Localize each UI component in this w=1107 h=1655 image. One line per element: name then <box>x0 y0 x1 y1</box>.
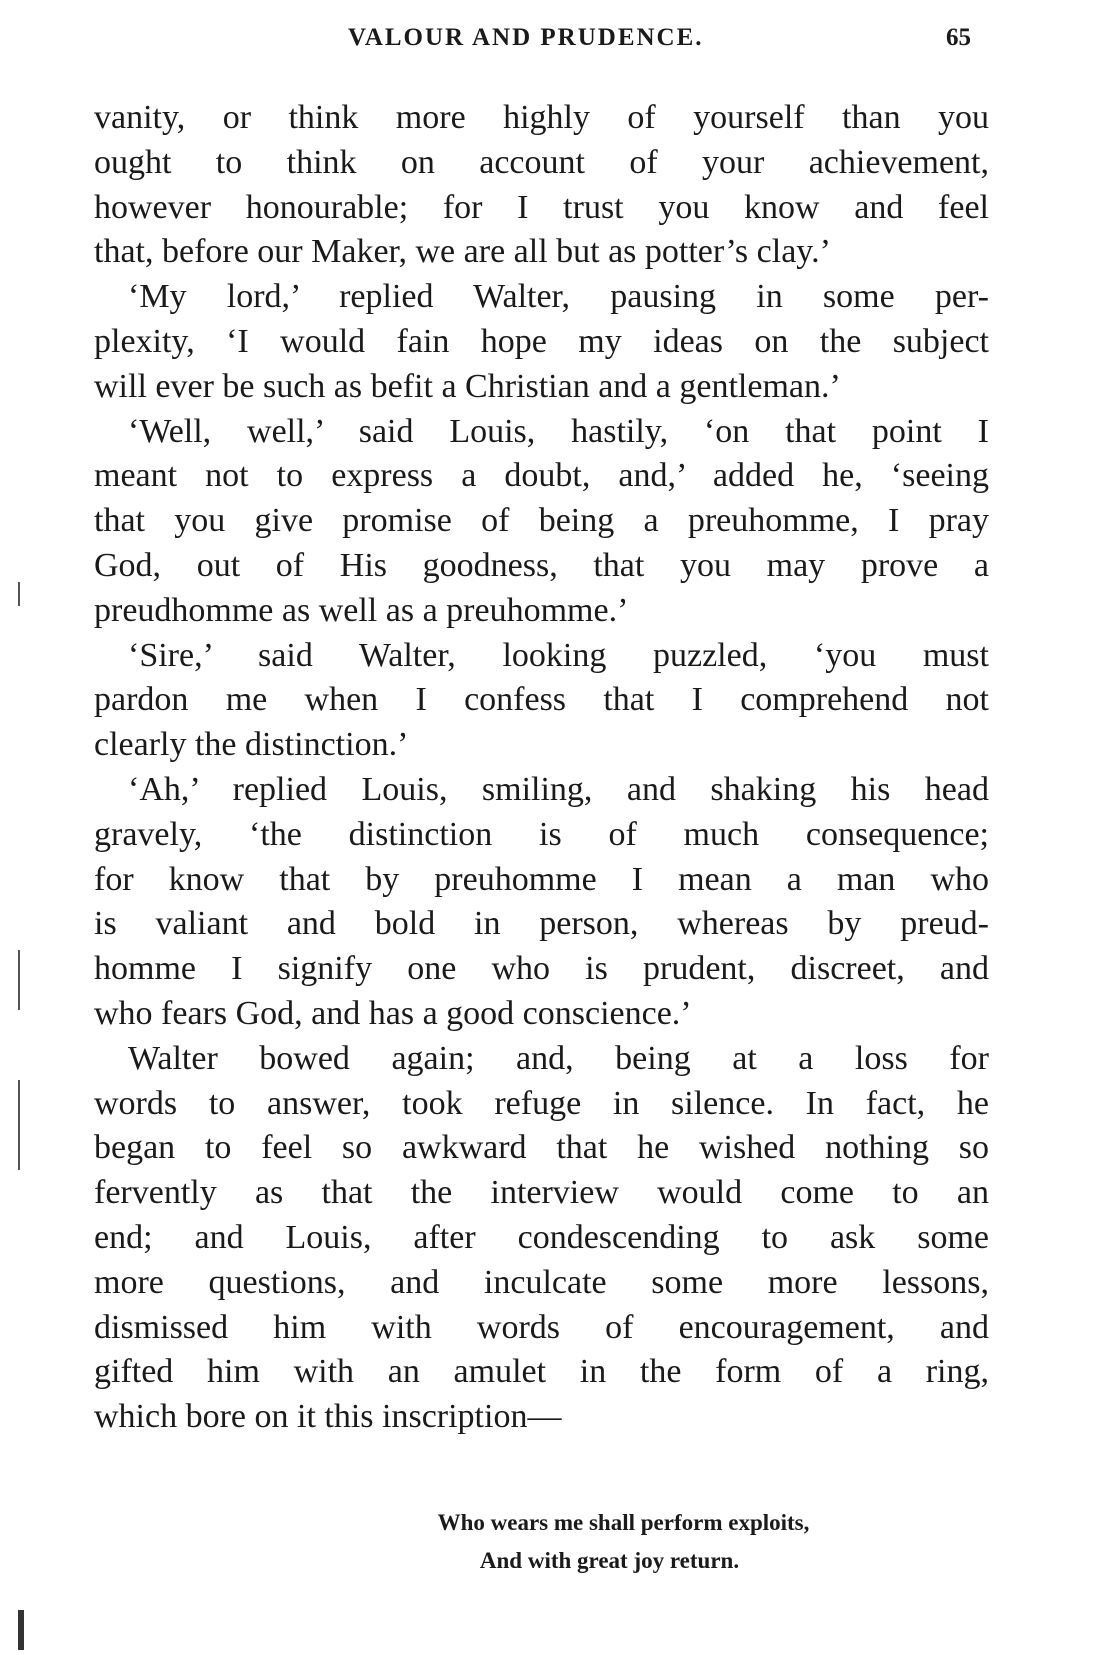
text-line: began to feel so awkward that he wished nothing so <box>94 1129 989 1167</box>
margin-scan-mark <box>18 582 20 606</box>
text-line: end; and Louis, after condescending to ask some <box>94 1218 989 1256</box>
text-line: words to answer, took refuge in silence. In fact, he <box>94 1084 989 1122</box>
text-line: will ever be such as befit a Christian and a gentleman.’ <box>94 367 841 405</box>
text-line: ‘Ah,’ replied Louis, smiling, and shaking his head <box>128 770 989 808</box>
body-text <box>94 96 989 1440</box>
text-line: homme I signify one who is prudent, discreet, and <box>94 950 989 988</box>
text-line: fervently as that the interview would come to an <box>94 1174 989 1212</box>
text-line: ‘My lord,’ replied Walter, pausing in some per- <box>128 278 989 316</box>
text-line: which bore on it this inscription— <box>94 1398 562 1436</box>
text-line: clearly the distinction.’ <box>94 726 409 764</box>
text-line: ‘Well, well,’ said Louis, hastily, ‘on that point I <box>128 412 989 450</box>
text-line: gravely, ‘the distinction is of much consequence; <box>94 815 989 853</box>
margin-scan-mark <box>18 1080 20 1170</box>
text-line: preudhomme as well as a preuhomme.’ <box>94 591 629 629</box>
page-number: 65 <box>946 24 971 51</box>
text-line: is valiant and bold in person, whereas by preud- <box>94 905 989 943</box>
text-line: ought to think on account of your achievement, <box>94 143 989 181</box>
running-head: VALOUR AND PRUDENCE. <box>348 24 704 51</box>
text-line: plexity, ‘I would fain hope my ideas on the subject <box>94 322 989 360</box>
text-line: who fears God, and has a good conscience.’ <box>94 994 692 1032</box>
margin-scan-mark <box>18 1610 24 1650</box>
verse-line-2: And with great joy return. <box>479 1548 740 1573</box>
text-line: for know that by preuhomme I mean a man who <box>94 860 989 898</box>
margin-scan-mark <box>18 950 20 1010</box>
text-line: vanity, or think more highly of yourself than you <box>94 99 989 136</box>
verse-line-1: Who wears me shall perform exploits, <box>437 1510 810 1535</box>
text-line: God, out of His goodness, that you may prove a <box>94 546 989 584</box>
text-line: ‘Sire,’ said Walter, looking puzzled, ‘you must <box>128 636 989 674</box>
text-line: that, before our Maker, we are all but as potter’s clay.’ <box>94 233 831 271</box>
text-line: pardon me when I confess that I comprehend not <box>94 681 989 719</box>
text-line: gifted him with an amulet in the form of a ring, <box>94 1353 989 1391</box>
text-line: meant not to express a doubt, and,’ added he, ‘seeing <box>94 457 989 495</box>
text-line: however honourable; for I trust you know and feel <box>94 188 989 226</box>
text-line: more questions, and inculcate some more lessons, <box>94 1263 989 1301</box>
text-line: Walter bowed again; and, being at a loss for <box>128 1039 989 1077</box>
text-line: that you give promise of being a preuhomme, I pray <box>94 502 989 540</box>
text-line: dismissed him with words of encouragement, and <box>94 1308 989 1346</box>
